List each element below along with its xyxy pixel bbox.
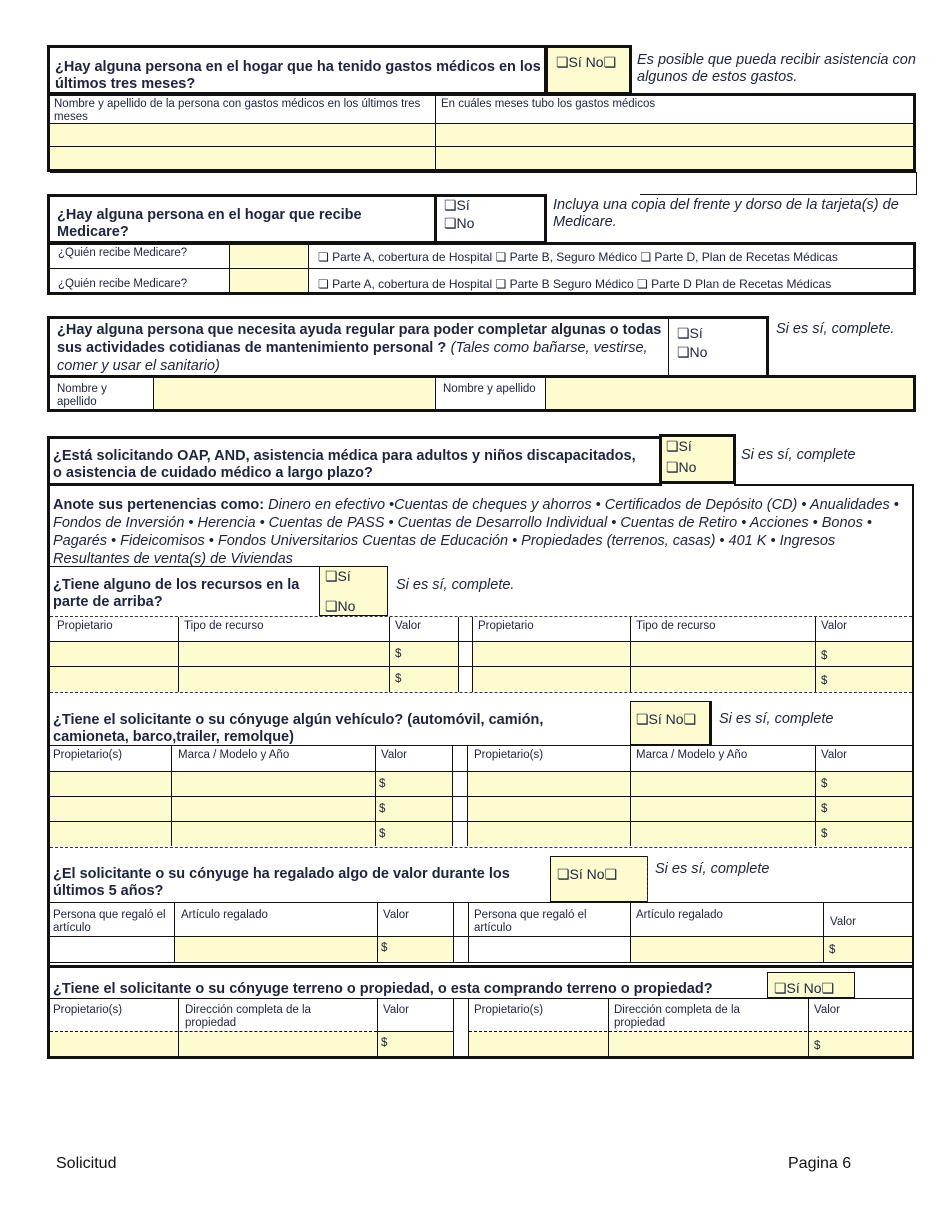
s4-col-owner-2: Propietario bbox=[478, 620, 534, 632]
s6-col-item-1: Artículo regalado bbox=[181, 909, 268, 921]
s3-name-field-2[interactable] bbox=[546, 378, 913, 409]
s3-note: Si es sí, complete. bbox=[776, 321, 895, 337]
s2-row1-name-field[interactable] bbox=[230, 245, 307, 267]
s1-months-field-1[interactable] bbox=[436, 124, 913, 146]
s4-sub-note: Si es sí, complete. bbox=[396, 577, 515, 593]
s5-row3-left[interactable] bbox=[50, 822, 452, 846]
s7-yes-no-checkboxes[interactable]: ❏Sí No❏ bbox=[774, 980, 835, 996]
s5-row3-currency-2: $ bbox=[821, 828, 828, 840]
s4-col-type-2: Tipo de recurso bbox=[636, 620, 716, 632]
s3-question: ¿Hay alguna persona que necesita ayuda regular para poder completar algunas o todas sus actividades cotidianas de mantenimiento personal ? bbox=[57, 322, 662, 356]
s4-row2-currency-1: $ bbox=[395, 673, 402, 685]
s5-row3-currency-1: $ bbox=[379, 828, 386, 840]
s6-col-person-1: Persona que regaló el artículo bbox=[53, 909, 166, 934]
s5-col-model-2: Marca / Modelo y Año bbox=[636, 749, 748, 761]
s6-row1-left[interactable] bbox=[175, 937, 453, 961]
s5-col-owner-1: Propietario(s) bbox=[53, 749, 123, 761]
s5-row2-currency-1: $ bbox=[379, 803, 386, 815]
s5-yes-no-checkboxes[interactable]: ❏Sí No❏ bbox=[636, 711, 697, 727]
s7-row1-right[interactable] bbox=[469, 1032, 912, 1056]
s6-question: ¿El solicitante o su cónyuge ha regalado algo de valor durante los últimos 5 años? bbox=[53, 866, 510, 899]
s5-row2-left[interactable] bbox=[50, 797, 452, 821]
s7-row1-currency-2: $ bbox=[814, 1040, 821, 1052]
s4-yes-checkbox[interactable]: ❏Sí bbox=[666, 438, 692, 454]
s1-question: ¿Hay alguna persona en el hogar que ha tenido gastos médicos en los últimos tres meses? bbox=[55, 59, 541, 92]
s2-row2-label: ¿Quién recibe Medicare? bbox=[58, 278, 188, 290]
s4-assets-list: Dinero en efectivo •Cuentas de cheques y ahorros • Certificados de Depósito (CD) • Anualidades • Fondos de Inversión • Herencia • Cuentas de PASS • Cuentas de Desarrollo Individual • Cuentas de Retiro • Acciones • Bonos • Pagarés • Fideicomisos • Fondos Universitarios Cuentas de Educación • Propiedades (terrenos, casas) • 401 K • Ingresos Resultantes de venta(s) de Viviendas bbox=[53, 497, 899, 567]
s7-col-owner-2: Propietario(s) bbox=[474, 1004, 544, 1016]
s5-row1-currency-2: $ bbox=[821, 778, 828, 790]
s4-col-type-1: Tipo de recurso bbox=[184, 620, 264, 632]
s3-no-checkbox[interactable]: ❏No bbox=[677, 344, 708, 360]
s6-row1-currency-2: $ bbox=[829, 944, 836, 956]
s2-question: ¿Hay alguna persona en el hogar que recibe Medicare? bbox=[57, 207, 362, 240]
s3-question-italic: (Tales como bañarse, vestirse, comer y usar el sanitario) bbox=[57, 340, 648, 374]
s1-yes-no-checkboxes[interactable]: ❏Sí No❏ bbox=[556, 54, 617, 70]
s1-col-months: En cuáles meses tubo los gastos médicos bbox=[441, 98, 656, 110]
s5-col-model-1: Marca / Modelo y Año bbox=[178, 749, 290, 761]
s6-col-value-1: Valor bbox=[383, 909, 409, 921]
s4-sub-yes-checkbox[interactable]: ❏Sí bbox=[325, 568, 351, 584]
s5-col-value-2: Valor bbox=[821, 749, 847, 761]
s6-row1-right[interactable] bbox=[631, 937, 912, 961]
s7-question: ¿Tiene el solicitante o su cónyuge terreno o propiedad, o esta comprando terreno o propiedad? bbox=[53, 981, 713, 997]
s3-name-field-1[interactable] bbox=[154, 378, 434, 409]
s4-row2-right[interactable] bbox=[473, 667, 912, 691]
s7-col-address-2: Dirección completa de la propiedad bbox=[614, 1004, 740, 1029]
s4-assets-paragraph bbox=[53, 496, 911, 568]
s5-col-value-1: Valor bbox=[381, 749, 407, 761]
s2-row2-parts[interactable]: ❏ Parte A, cobertura de Hospital ❏ Parte B Seguro Médico ❏ Parte D Plan de Recetas Médicas bbox=[318, 277, 832, 291]
s5-note: Si es sí, complete bbox=[719, 711, 834, 727]
s6-row1-currency-1: $ bbox=[381, 942, 388, 954]
s5-row1-right[interactable] bbox=[468, 772, 912, 796]
s4-sub-no-checkbox[interactable]: ❏No bbox=[325, 598, 356, 614]
s2-no-checkbox[interactable]: ❏No bbox=[444, 215, 475, 231]
s1-name-field-1[interactable] bbox=[50, 124, 434, 146]
s5-row1-currency-1: $ bbox=[379, 778, 386, 790]
s4-col-value-2: Valor bbox=[821, 620, 847, 632]
s6-col-person-2: Persona que regaló el artículo bbox=[474, 909, 587, 934]
footer-page-number: Pagina 6 bbox=[788, 1155, 852, 1172]
s7-row1-left[interactable] bbox=[50, 1032, 452, 1056]
s4-row1-right[interactable] bbox=[473, 642, 912, 666]
s2-note: Incluya una copia del frente y dorso de la tarjeta(s) de Medicare. bbox=[553, 197, 899, 230]
s5-col-owner-2: Propietario(s) bbox=[474, 749, 544, 761]
s7-col-value-1: Valor bbox=[383, 1004, 409, 1016]
s7-col-value-2: Valor bbox=[814, 1004, 840, 1016]
s2-row1-label: ¿Quién recibe Medicare? bbox=[58, 247, 188, 259]
s4-row2-currency-2: $ bbox=[821, 675, 828, 687]
s3-question-block bbox=[57, 321, 662, 375]
s3-name-label-1: Nombre y apellido bbox=[57, 383, 107, 408]
s4-col-owner-1: Propietario bbox=[57, 620, 113, 632]
s4-col-value-1: Valor bbox=[395, 620, 421, 632]
s1-note: Es posible que pueda recibir asistencia con algunos de estos gastos. bbox=[637, 52, 916, 85]
s5-row3-right[interactable] bbox=[468, 822, 912, 846]
s3-name-label-2: Nombre y apellido bbox=[443, 383, 536, 395]
s2-row1-parts[interactable]: ❏ Parte A, cobertura de Hospital ❏ Parte B, Seguro Médico ❏ Parte D, Plan de Recetas Médicas bbox=[318, 250, 838, 264]
s6-col-value-2: Valor bbox=[830, 916, 856, 928]
s5-row2-right[interactable] bbox=[468, 797, 912, 821]
s4-note: Si es sí, complete bbox=[741, 447, 856, 463]
s6-yes-no-checkboxes[interactable]: ❏Sí No❏ bbox=[557, 866, 618, 882]
s4-assets-bold: Anote sus pertenencias como: bbox=[53, 497, 265, 513]
s2-row2-name-field[interactable] bbox=[230, 269, 307, 292]
s4-row1-currency-2: $ bbox=[821, 650, 828, 662]
s3-yes-checkbox[interactable]: ❏Sí bbox=[677, 325, 703, 341]
s4-row1-currency-1: $ bbox=[395, 648, 402, 660]
s4-no-checkbox[interactable]: ❏No bbox=[666, 459, 697, 475]
s1-col-name: Nombre y apellido de la persona con gastos médicos en los últimos tres meses bbox=[54, 98, 421, 123]
s1-months-field-2[interactable] bbox=[436, 147, 913, 169]
s1-name-field-2[interactable] bbox=[50, 147, 434, 169]
s7-col-owner-1: Propietario(s) bbox=[53, 1004, 123, 1016]
s5-question: ¿Tiene el solicitante o su cónyuge algún vehículo? (automóvil, camión, camioneta, barco,trailer, remolque) bbox=[53, 712, 544, 745]
s6-note: Si es sí, complete bbox=[655, 861, 770, 877]
footer-form-name: Solicitud bbox=[56, 1155, 117, 1172]
s7-col-address-1: Dirección completa de la propiedad bbox=[185, 1004, 311, 1029]
s5-row2-currency-2: $ bbox=[821, 803, 828, 815]
s6-col-item-2: Artículo regalado bbox=[636, 909, 723, 921]
s2-yes-checkbox[interactable]: ❏Sí bbox=[444, 197, 470, 213]
s4-question: ¿Está solicitando OAP, AND, asistencia médica para adultos y niños discapacitados, o asistencia de cuidado médico a largo plazo? bbox=[53, 448, 636, 481]
s4-sub-question: ¿Tiene alguno de los recursos en la parte de arriba? bbox=[53, 577, 300, 610]
s5-row1-left[interactable] bbox=[50, 772, 452, 796]
s7-row1-currency-1: $ bbox=[381, 1037, 388, 1049]
